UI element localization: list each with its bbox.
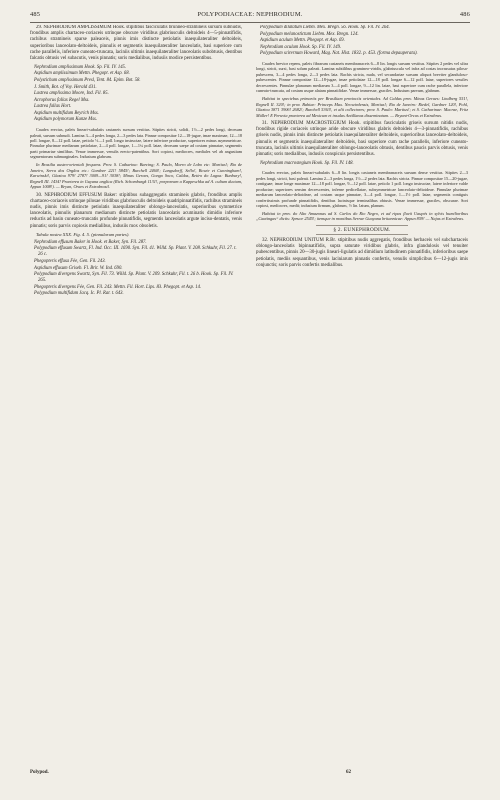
synonym-line: Aspidium polymorum Kunze Mss. bbox=[34, 117, 98, 123]
synonym-line: Polypodium dilatatum Liebm. Mex. Bregn. 56. Hook. Sp. Fil. IV. 264. bbox=[260, 25, 390, 30]
synonym-line: Polypodium effusum Swartz, Fl. Ind. Occ. III. 1690. Syn. Fil. 41. Willd. Sp. Plant. V. 208. Schkuhr, Fil. 27. t. 26 c. bbox=[34, 246, 237, 258]
synonym-line: Lastrea amplissima Moore, Ind. Fil. 85. bbox=[34, 91, 109, 97]
species-29-description: 29. NEPHRODIUM AMPLISSIMUM Hook. stipitibus fasciculatis brunneo-stramineis sursum subnudis, frondibus amplis chartaceo-coriaceis utrinque obscure viridibus glabriusculis deltoideis 4—5-pinnatifidis, rachibus stramineis sparse paleaceis, pinnis imis distincte petiolatis inaequilateraliter deltoideis, superioribus lanceolato-deltoideis, pinnulis et segmentis inaequilateraliter lanceolatis, basi superiore cum rache parallelis, inferiore cuneato-truncata, laciniis ultimis inaequilateraliter lanceolatis subobtusis, dentibus falcatis obtusis vel subacutis, venis pinnatis; soris medialibus, indusiis modice persistentibus. bbox=[30, 25, 242, 62]
running-header bbox=[30, 10, 470, 23]
species-31-latin-description: Caudex erectus, paleis lineari-subulatis 6—8 lin. longis castaneis membranaceis sursum dense vestitus. Stipites 2—3 pedes longi, stricti, basi paleati. Lamina 2—3 pedes longa, 1½—2 pedes lata. Rachis stricta. Pinnae compositae 15—20-jugae, contiguae; imae longe maximae 12—18 poll. longae, 9—12 poll. latae, petiolo 1 poll. longo instructae, latere inferiore valde productae; superiores sensim decrescentes, inferne pedicellatae, subsymmetricae lanceolato-deltoideae. Pinnulae plurimae mediarum lanceolato-deltoideae, ad costam usque pinnatae, 3—4 poll. longae, 1—1½ poll. latae, segmentis contiguis confertissimis profunde pinnatifidis, dentibus lacinisque terminalibus obtusis. Venae immersae, graciles, obscurae. Sori copiosi, mediocres, medii; indusium firmum, glabrum, ½ lin. latum, planum. bbox=[256, 170, 468, 209]
synonym-line: Aspidium effusum Griseb. Fl. Brit. W. Ind. 690. bbox=[34, 265, 123, 271]
species-30-latin-description: Caudex brevior repens, paleis fibrarum castaneis membranaceis 6—8 lin. longis sursum vestitus. Stipites 2 pedes vel ultra longi, stricti, sursi, basi solum paleati. Lamina subtilibus gramineo-viridis, glabriuscula vel infra ad costas incrassatas pilosa-pubescens, 3—4 pedes longa, 2—3 pedes lata. Rachis stricta, nuda, vel secundariae sursum aliquot breviter glanduloso-pubescentes. Pinnae compositae 12—18-jugae, imae petiolatae 12—18 poll. longae 6—12 poll. latae, superiores sessiles decrescentes. Pinnulae planarum mediarum 3—4 poll. longae, 9—12 lin. latae, basi superiore cum rache parallela, inferiore cuneato-truncata, ad costam usque alatam pinnatifidae. Venae immersae, graciles. Indusium parvum, glabrum. bbox=[256, 60, 468, 94]
species-30-description: 30. NEPHRODIUM EFFUSUM Baker: stipitibus subaggregatis stramineis glabris, frondibus amplis chartaceo-coriaceis utrinque pilosae viridibus glabriusculis deltoideis quadripinnatifidis, rachibus stramineis nudis, pinnis imis distincte petiolatis inaequilateraliter oblongo-lanceolatis, superioribus symmetrice lanceolatis, pinnulis planarum medianum distincte petiolatis lanceolatis acuminatis dimidio inferiore reductis ad basin cuneato-truncatis profunde pinnatifidis, segmentis lanceolatis argute inciso-dentatis, venis pinnatis; soris parvis copiosis medialibus, indusiis mox obsoletis. bbox=[30, 192, 242, 229]
synonym-line: Phegopteris divergens Fée, Gen. Fil. 243. Mettn. Fil. Hort. Lips. 83. Phegopt. et Asp. 14. bbox=[34, 284, 202, 290]
species-31-description: 31. NEPHRODIUM MACROSTEGIUM Hook. stipitibus fasciculatis griseis sursum nitidis nudis, frondibus rigide coriaceis utrinque aride obscure viridibus glabris deltoideis 4—3-pinnatifidis, rachibus griseis nudis, pinnis imis distincte petiolatis inaequilateraliter deltoideis, superioribus lanceolato-deltoideis, pinnulis et segmentis inaequilateraliter deltoideis, basi superiore cum rache parallelis, inferiore cuneato-truncata, laciniis ultimis inaequilateraliter oblongo-lanceolatis obtusis, dentibus paucis parvis obtusis, venis pinnatis; soris medialibus, indusiis conspicuis persistentibus. bbox=[256, 121, 468, 158]
species-30-habitat: Habitat in speciebus primariis per Brasiliam provinciis orientales. Ad Caldas prov. Minas Geraes: Lindberg 551!, Regnell II. 320!; in prov. Bahiae: Princeps Max. Neowiedensis, Martius!; Rio de Janeiro: Riedel, Gardner 120!, Pohl, Glaziou 3871 3906! 2682!; Burchell 5363!, et alii collectores; prov. S. Paulo: Martius!; et S. Catharinae: Macrae, Fritz Müller! E Peruvia praeterea ad Mexicum et insulas Antillanas disseminatum. — Bryant-Orcas et Extrabras. bbox=[256, 96, 468, 118]
synonym-line: Polypodium melanostictum Liebm. Mex. Bregn. 124. bbox=[260, 31, 359, 37]
synonym-line: Acrophorus fallax Regel Mss. bbox=[34, 97, 90, 103]
synonym-line: Nephrodium aculum Hook. Sp. Fil. IV. 149. bbox=[260, 44, 342, 50]
section-heading: § 2. EUNEPHRODIUM. bbox=[316, 225, 408, 235]
synonym-line: Polystichum amplissimum Presl, Tent. 84. Epim. Bot. 58. bbox=[34, 77, 141, 83]
right-column bbox=[256, 25, 468, 767]
synonym-line: Phegopteris effusa Fée, Gen. Fil. 243. bbox=[34, 258, 106, 264]
species-31-synonym: Nephrodium macrostegium Hook. Sp. Fil. IV. 148. bbox=[260, 160, 354, 166]
plate-reference: Tabula nostra XXX. Fig. 4. 5. (pinnularum partes). bbox=[36, 232, 130, 238]
page-number-right: 486 bbox=[459, 11, 470, 18]
species-30-synonyms-continued bbox=[256, 25, 468, 57]
synonym-line: Aspidium aculum Mettn. Phegopt. et Asp. 69. bbox=[260, 38, 345, 44]
sheet-number: 62 bbox=[346, 770, 351, 775]
running-title: POLYPODIACEAE: NEPHRODIUM. bbox=[197, 11, 303, 18]
synonym-line: Aspidium multifidum Beyrich Mss. bbox=[34, 110, 99, 116]
synonym-line: Polypodium multifidum Jacq. Ic. Pl. Rar. t. 643. bbox=[34, 291, 124, 297]
species-31-habitat: Habitat in prov. do Alto Amazonas ad S. Carlos do Rio Negro, et ad ripas fluvii Uaupés in sylvis humilioribus „Caatingas“ dictis: Spruce 2545!; itemque in montibus Serrae Guayana britannicae: Appun 859! — Najas et Extrabras. bbox=[256, 210, 468, 222]
species-29-habitat: In Brasilia austro-orientali frequens. Prov. S. Catharina: Barcing; S. Paulo, Morro de Lobo etc: Martius!; Rio de Janeiro, Serra dos Orgãos etc.: Gardner 221! 5845!; Burchell 2460!; Langsdorff, Sello!, Bowie et Cunningham!, Karwinski!, Glaziou 979! 2787! 3009—91! 3038!; Minas Geraes, Gongo Soco, Caldas, Retiro do Lagoa: Bunbury!, Regnell III. 1434! Praeterea in Guyana anglica (Rich. Schomburgk 1131!, porpoream a Kappeschka ad A. cultum ductum, Appun 1008!). — Bryan, Oraes et Extrabrasil. bbox=[30, 162, 242, 190]
synonym-line: Nephrodium amplissimum Hook. Sp. Fil. IV. 145. bbox=[34, 64, 127, 70]
synonym-line: Aspidium amplissimum Mettn. Phegopt. et Asp. 68. bbox=[34, 71, 130, 77]
species-32-description: 32. NEPHRODIUM UNITUM R.Br. stipitibus nudis aggregatis, frondibus herbaceis vel subchartaceis oblongo-lanceolatis bipinnatifidis, supra saturate viridibus glabris, infra glandulosis vel tenuiter pubescentibus, pinnis 20—30-jugis lineari-ligulatis ad dimidium latitudinem pinnatifidis, inferioribus saepe petiolatis, mediis sequantibus, venis laciniarum pinnatis confertis, venulis simplicibus 6—12-jugis imis conjunctis; soris parvis confertis medialibus. bbox=[256, 237, 468, 268]
page-number-left: 485 bbox=[30, 11, 41, 18]
synonym-line: Lastrea fallax Hort. bbox=[34, 104, 72, 110]
synonym-line: Polypodium divergens Swartz, Syn. Fil. 73. Willd. Sp. Plant. V. 209. Schkuhr, Fil. t. 26 b. Hook. Sp. Fil. IV. 265. bbox=[34, 272, 234, 284]
species-29-synonyms bbox=[30, 65, 242, 124]
synonym-line: J. Smith, Bot. of Voy. Herald 431. bbox=[34, 84, 97, 90]
left-column bbox=[30, 25, 242, 767]
species-30-synonyms bbox=[30, 240, 242, 298]
synonym-line: Polypodium scirernum Howard, Mag. Nat. Hist. 1832. p. 453. (forma depauperata). bbox=[260, 51, 418, 57]
signature-mark: Polypod. bbox=[30, 770, 49, 775]
species-29-latin-description: Caudex erectus, paleis lineari-subulatis castaneis sursum vestitus. Stipites stricti, solidi, 1½—2 pedes longi, deorsum paleati, sursum subnudi. Lamina 3—4 pedes longa, 2—3 pedes lata. Pinnae compositae 12—18-jugae, imae maximae, 12—18 poll. longae, 8—12 poll. latae, petiolo ½—1 poll. longo instructae, latere inferiore productae, superiores minus asymmetricae. Pinnulae plurimae mediarum petiolatae, 2—4 poll. longae, 1—1¼ poll. latae, deorsum saepe ad costam pinnatae, segmentis parti primariae similibus. Venae immersae, venulis erecto-patentibus. Sori copiosi, mediocres, mediales vel ab angustiam segmentorum submarginales. Indusium glabrum. bbox=[30, 127, 242, 160]
synonym-line: Nephrodium effusum Baker in Hook. et Baker, Syn. Fil. 287. bbox=[34, 239, 147, 245]
